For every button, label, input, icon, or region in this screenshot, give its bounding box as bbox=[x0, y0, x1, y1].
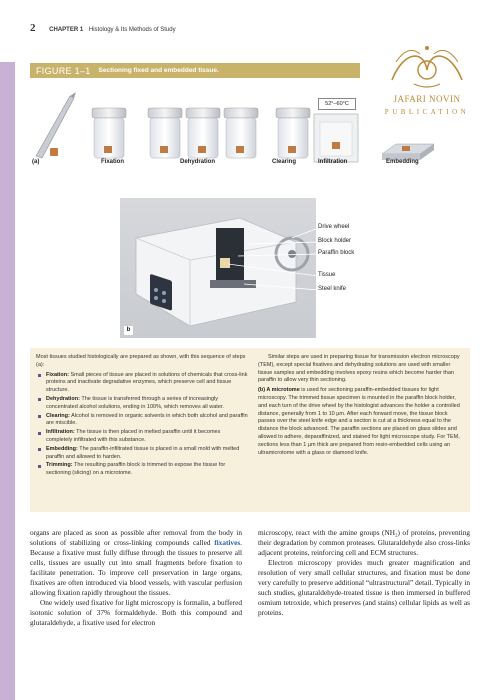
legend-tem-paragraph: Similar steps are used in preparing tissue for transmission electron microscopy (TEM), except special fixatives and dehydrating solutions are used with smaller tissue samples and embedding involves epoxy resins which become harder than paraffin to allow very thin sectioning. bbox=[258, 354, 460, 384]
figure-title-bar bbox=[30, 63, 360, 78]
step-label-infiltration: Infiltration bbox=[318, 159, 348, 165]
page-number: 2 bbox=[30, 22, 36, 34]
fixation-jar-icon bbox=[92, 108, 126, 158]
list-item: Dehydration: The tissue is transferred through a series of increasingly concentrated alcohol solutions, ending in 100%, which removes all water. bbox=[36, 396, 248, 412]
logo-emblem-icon bbox=[384, 40, 470, 92]
keyword-fixatives: fixatives bbox=[214, 538, 241, 547]
infiltration-oven-icon bbox=[314, 114, 358, 162]
body-text-left bbox=[30, 528, 242, 628]
logo-subtitle: PUBLICATION bbox=[384, 108, 470, 116]
dehydration-jar-icon-3 bbox=[224, 108, 258, 158]
step-label-fixation: Fixation bbox=[101, 159, 125, 165]
left-band-gap bbox=[0, 0, 15, 62]
callout-steel-knife: Steel knife bbox=[318, 286, 347, 292]
step-label-dehydration: Dehydration bbox=[180, 159, 216, 165]
callout-lines bbox=[120, 198, 316, 338]
body-paragraph: One widely used fixative for light microscopy is formalin, a buffered isotonic solution of 37% formaldehyde. Both this compound and glutaraldehyde, a fixative used for electron bbox=[30, 598, 242, 627]
logo-name: JAFARI NOVIN bbox=[393, 94, 461, 104]
step-label-embedding: Embedding bbox=[386, 159, 419, 165]
legend-right-column bbox=[258, 354, 464, 459]
list-item: Trimming: The resulting paraffin block is trimmed to expose the tissue for sectioning (slicing) on a microtome. bbox=[36, 462, 248, 478]
list-item: Embedding: The paraffin-infiltrated tissue is placed in a small mold with melted paraffin and allowed to harden. bbox=[36, 446, 248, 462]
figure-legend-box bbox=[30, 348, 470, 512]
part-a-label: (a) bbox=[32, 159, 40, 165]
legend-step-list bbox=[36, 372, 248, 478]
step-label-clearing: Clearing bbox=[272, 159, 297, 165]
microtome-photo bbox=[120, 198, 316, 338]
callout-block-holder: Block holder bbox=[318, 238, 352, 244]
tissue-sample-icon bbox=[50, 148, 58, 156]
embedding-mold-icon bbox=[382, 144, 434, 160]
list-item: Fixation: Small pieces of tissue are placed in solutions of chemicals that cross-link proteins and inactivate degradative enzymes, which preserve cell and tissue structure. bbox=[36, 372, 248, 395]
left-color-band bbox=[0, 0, 15, 700]
body-paragraph: organs are placed as soon as possible after removal from the body in solutions of stabilizing or cross-linking compounds called fixatives. Because a fixative must fully diffuse through the tissues to preserve all cells, tissues are usually cut into small fragments before fixation to facilitate penetration. To improve cell preservation in large organs, fixatives are often introduced via blood vessels, with vascular perfusion allowing fixation rapidly throughout the tissues. bbox=[30, 528, 242, 597]
list-item: Infiltration: The tissue is then placed in melted paraffin until it becomes completely infiltrated with this substance. bbox=[36, 429, 248, 445]
callout-paraffin-block: Paraffin block bbox=[318, 250, 355, 256]
body-paragraph: Electron microscopy provides much greater magnification and resolution of very small cellular structures, and fixation must be done very carefully to preserve additional “ultrastructural” detail. Typically in such studies, glutaraldehyde-treated tissue is then immersed in buffered osmium tetroxide, which preserves (and stains) cellular lipids as well as proteins. bbox=[258, 558, 470, 617]
legend-left-column bbox=[36, 354, 248, 479]
body-paragraph: microscopy, react with the amine groups (NH₂) of proteins, preventing their degradation by common proteases. Glutaraldehyde also cross-links adjacent proteins, reinforcing cell and ECM structures. bbox=[258, 528, 470, 557]
clearing-jar-icon bbox=[276, 108, 310, 158]
callout-tissue: Tissue bbox=[318, 272, 336, 278]
temperature-label: 52°–60°C bbox=[318, 98, 356, 110]
callout-drive-wheel: Drive wheel bbox=[318, 224, 350, 230]
body-text-right bbox=[258, 528, 470, 618]
figure-caption: Sectioning fixed and embedded tissue. bbox=[98, 67, 219, 74]
figure-number: FIGURE 1–1 bbox=[36, 65, 91, 76]
dehydration-jar-icon-1 bbox=[148, 108, 182, 158]
legend-microtome-paragraph: (b) A microtome is used for sectioning paraffin-embedded tissues for light microscopy. The trimmed tissue specimen is mounted in the paraffin block holder, and each turn of the drive wheel by the histologist advances the holder a controlled distance, generally from 1 to 10 µm. After each forward move, the tissue block passes over the steel knife edge and a section is cut at a thickness equal to the distance the block advanced. The paraffin sections are placed on glass slides and allowed to adhere, deparaffinized, and stained for light microscope study. For TEM, sections less than 1 µm thick are prepared from resin-embedded cells using an ultramicrotome with a glass or diamond knife. bbox=[258, 387, 460, 456]
legend-intro: Most tissues studied histologically are prepared as shown, with this sequence of steps (a): bbox=[36, 354, 246, 368]
chapter-title: Histology & Its Methods of Study bbox=[88, 27, 176, 33]
dehydration-jar-icon-2 bbox=[186, 108, 220, 158]
running-header bbox=[30, 22, 176, 34]
list-item: Clearing: Alcohol is removed in organic solvents in which both alcohol and paraffin are miscible. bbox=[36, 413, 248, 429]
chapter-label: CHAPTER 1 bbox=[49, 27, 84, 33]
part-b-label: b bbox=[124, 326, 133, 335]
